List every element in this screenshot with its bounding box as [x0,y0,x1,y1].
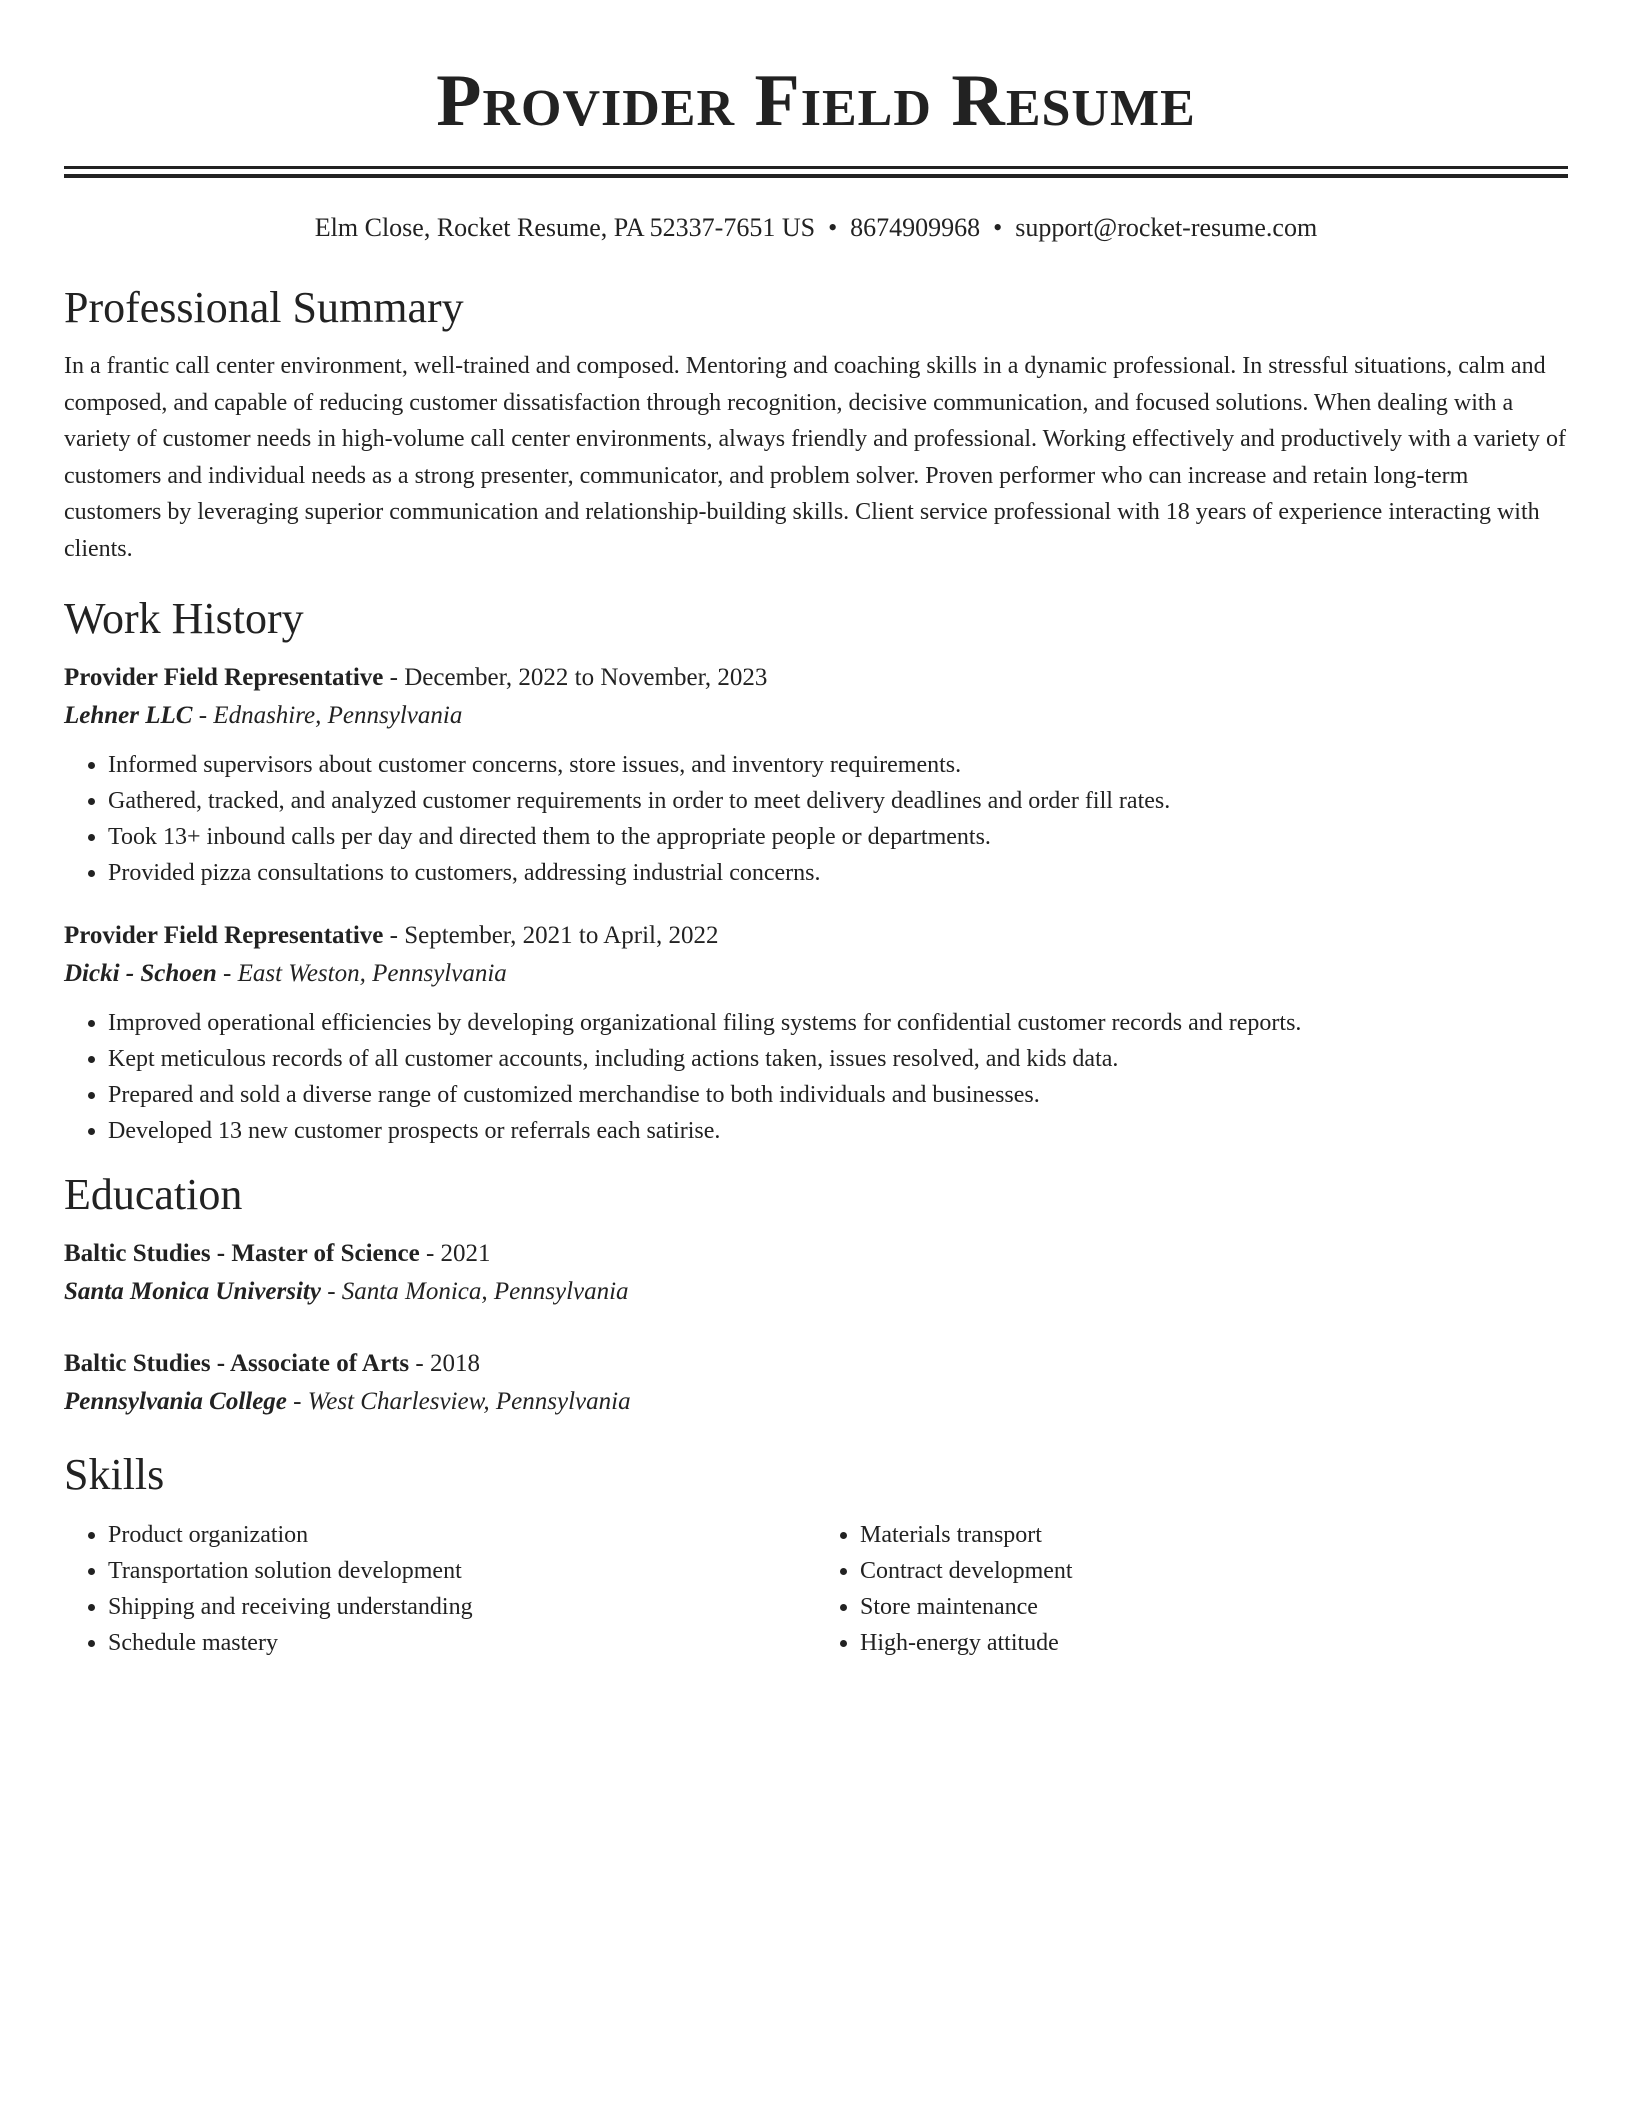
job-location: - Ednashire, Pennsylvania [192,702,463,729]
skill-item: • Shipping and receiving understanding [108,1589,816,1625]
skill-item: • High-energy attitude [860,1625,1568,1661]
contact-separator: • [828,213,838,242]
title-rule-bottom [64,174,1568,178]
education-school: Pennsylvania College [64,1388,287,1415]
education-year: - 2021 [419,1240,491,1267]
list-item: • Prepared and sold a diverse range of customized merchandise to both individuals and businesses. [108,1077,1568,1113]
skill-item: • Materials transport [860,1517,1568,1553]
contact-phone: 8674909968 [850,213,981,242]
education-entry [64,1235,1568,1311]
list-item: • Took 13+ inbound calls per day and directed them to the appropriate people or departments. [108,819,1568,855]
skill-item: • Store maintenance [860,1589,1568,1625]
education-school-line [64,1273,1568,1311]
skill-item: • Schedule mastery [108,1625,816,1661]
list-item: • Provided pizza consultations to customers, addressing industrial concerns. [108,855,1568,891]
education-degree: Baltic Studies - Master of Science [64,1240,420,1267]
skills-heading: Skills [64,1450,165,1499]
list-item: • Improved operational efficiencies by developing organizational filing systems for confidential customer records and reports. [108,1005,1568,1041]
education-school: Santa Monica University [64,1278,321,1305]
summary-heading: Professional Summary [64,283,464,332]
job-title: Provider Field Representative [64,664,384,691]
job-employer [64,955,1568,993]
title-rule-top [64,166,1568,169]
resume-title: Provider Field Resume [436,60,1196,142]
job-entry [64,917,1568,1149]
job-title: Provider Field Representative [64,922,384,949]
education-year: - 2018 [409,1350,480,1377]
job-entry [64,659,1568,891]
job-employer [64,697,1568,735]
education-header [64,1345,1568,1383]
job-company: Dicki - Schoen [64,960,217,987]
list-item: • Kept meticulous records of all customer accounts, including actions taken, issues resolved, and kids data. [108,1041,1568,1077]
list-item: • Gathered, tracked, and analyzed customer requirements in order to meet delivery deadlines and order fill rates. [108,783,1568,819]
education-location: - West Charlesview, Pennsylvania [286,1388,631,1415]
job-header [64,659,1568,697]
list-item: • Developed 13 new customer prospects or referrals each satirise. [108,1113,1568,1149]
skills-column-left [64,1517,816,1661]
skills-column-right [816,1517,1568,1661]
skill-item: • Transportation solution development [108,1553,816,1589]
job-dates: - December, 2022 to November, 2023 [383,664,768,691]
skill-item: • Contract development [860,1553,1568,1589]
education-degree: Baltic Studies - Associate of Arts [64,1350,410,1377]
job-dates: - September, 2021 to April, 2022 [383,922,719,949]
job-location: - East Weston, Pennsylvania [216,960,507,987]
contact-address: Elm Close, Rocket Resume, PA 52337-7651 US [314,213,816,242]
contact-separator: • [993,213,1003,242]
job-header [64,917,1568,955]
skill-item: • Product organization [108,1517,816,1553]
education-entry [64,1345,1568,1421]
job-bullets [64,1005,1568,1149]
education-school-line [64,1383,1568,1421]
education-heading: Education [64,1170,243,1219]
list-item: • Informed supervisors about customer concerns, store issues, and inventory requirements. [108,747,1568,783]
job-bullets [64,747,1568,891]
work-history-heading: Work History [64,594,304,643]
contact-line [64,212,1568,244]
skills-list [64,1517,1568,1661]
education-location: - Santa Monica, Pennsylvania [320,1278,629,1305]
education-header [64,1235,1568,1273]
contact-email: support@rocket-resume.com [1015,213,1318,242]
summary-text: In a frantic call center environment, well-trained and composed. Mentoring and coaching skills in a dynamic professional. In stressful situations, calm and composed, and capable of reducing customer dissatisfaction through recognition, decisive communication, and focused solutions. When dealing with a variety of customer needs in high-volume call center environments, always friendly and professional. Working effectively and productively with a variety of customers and individual needs as a strong presenter, communicator, and problem solver. Proven performer who can increase and retain long-term customers by leveraging superior communication and relationship-building skills. Client service professional with 18 years of experience interacting with clients. [64,353,1567,562]
job-company: Lehner LLC [64,702,193,729]
